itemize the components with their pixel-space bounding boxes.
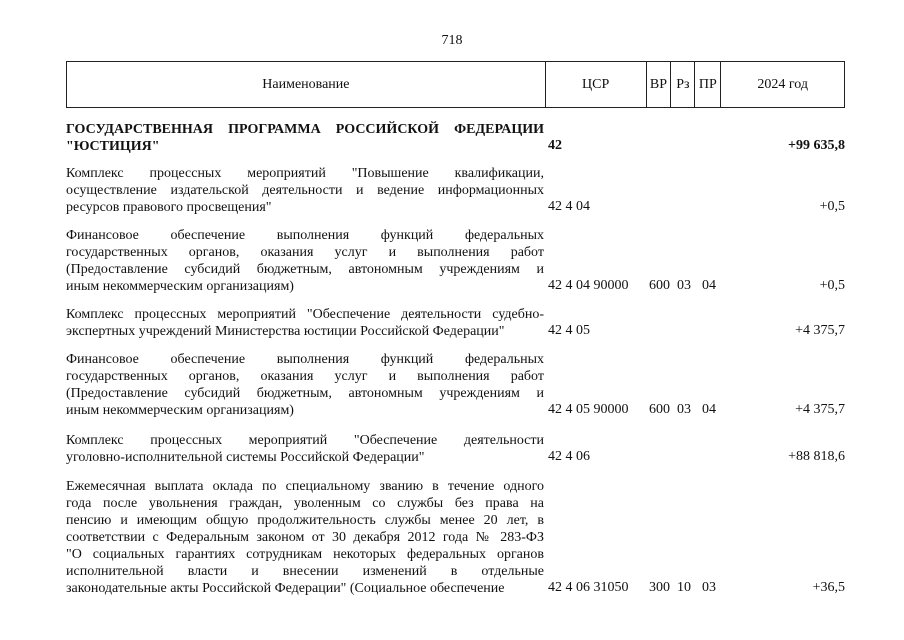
- row-name-line: иным некоммерческим организациям): [66, 279, 294, 294]
- row-name: [66, 351, 544, 419]
- row-name-line: пенсию и имеющим общую продолжительность службы менее 20 лет, в: [66, 513, 544, 528]
- row-pr: 04: [702, 278, 716, 293]
- table-header: [66, 61, 845, 108]
- row-amount: +36,5: [812, 580, 845, 595]
- row-csr: 42 4 05 90000: [548, 402, 629, 417]
- row-name-line: ГОСУДАРСТВЕННАЯ ПРОГРАММА РОССИЙСКОЙ ФЕДЕРАЦИИ: [66, 122, 544, 137]
- row-name-line: (Предоставление субсидий бюджетным, автономным учреждениям и: [66, 262, 544, 277]
- row-name: [66, 306, 544, 340]
- row-name-line: Финансовое обеспечение выполнения функций федеральных: [66, 228, 544, 243]
- row-name-line: "ЮСТИЦИЯ": [66, 139, 160, 154]
- row-name: [66, 165, 544, 216]
- row-amount: +4 375,7: [795, 402, 845, 417]
- row-name-line: иным некоммерческим организациям): [66, 403, 294, 418]
- header-vr: ВР: [647, 62, 672, 107]
- row-vr: 300: [649, 580, 670, 595]
- header-name: Наименование: [67, 62, 546, 107]
- row-amount: +0,5: [819, 199, 845, 214]
- row-csr: 42 4 04 90000: [548, 278, 629, 293]
- table-row: [66, 165, 845, 216]
- header-year: 2024 год: [757, 76, 808, 92]
- row-name-line: (Предоставление субсидий бюджетным, автономным учреждениям и: [66, 386, 544, 401]
- row-vr: 600: [649, 402, 670, 417]
- row-name-line: Комплекс процессных мероприятий "Обеспечение деятельности судебно-: [66, 307, 544, 322]
- table-row: [66, 432, 845, 466]
- table-row: [66, 227, 845, 295]
- row-name-line: Комплекс процессных мероприятий "Обеспечение деятельности: [66, 433, 544, 448]
- row-name-line: года после увольнения граждан, уволенным со службы без права на: [66, 496, 544, 511]
- table-row: [66, 478, 845, 598]
- page-number: 718: [441, 33, 463, 48]
- row-pr: 04: [702, 402, 716, 417]
- row-rz: 03: [677, 402, 691, 417]
- row-pr: 03: [702, 580, 716, 595]
- row-rz: 03: [677, 278, 691, 293]
- row-name-line: уголовно-исполнительной системы Российской Федерации": [66, 450, 425, 465]
- row-name-line: исполнительной власти и внесении изменений в отдельные: [66, 564, 544, 579]
- row-name-line: соответствии с Федеральным законом от 30 декабря 2012 года № 283-ФЗ: [66, 530, 544, 545]
- row-name-line: законодательные акты Российской Федерации" (Социальное обеспечение: [66, 581, 505, 596]
- header-csr: ЦСР: [546, 62, 647, 107]
- row-name-line: Ежемесячная выплата оклада по специальному званию в течение одного: [66, 479, 544, 494]
- row-csr: 42 4 06: [548, 449, 590, 464]
- row-name-line: Финансовое обеспечение выполнения функций федеральных: [66, 352, 544, 367]
- row-csr: 42 4 06 31050: [548, 580, 629, 595]
- header-pr: ПР: [695, 62, 721, 107]
- row-amount: +0,5: [819, 278, 845, 293]
- row-amount: +4 375,7: [795, 323, 845, 338]
- row-name-line: осуществление издательской деятельности и ведение информационных: [66, 183, 544, 198]
- table-row: [66, 121, 845, 155]
- row-amount: +99 635,8: [788, 138, 845, 153]
- row-csr: 42: [548, 138, 562, 153]
- row-name-line: государственных органов, оказания услуг и выполнения работ: [66, 369, 544, 384]
- row-csr: 42 4 04: [548, 199, 590, 214]
- table-row: [66, 351, 845, 419]
- row-name-line: "О социальных гарантиях сотрудникам некоторых федеральных органов: [66, 547, 544, 562]
- row-amount: +88 818,6: [788, 449, 845, 464]
- row-csr: 42 4 05: [548, 323, 590, 338]
- row-name-line: Комплекс процессных мероприятий "Повышение квалификации,: [66, 166, 544, 181]
- row-rz: 10: [677, 580, 691, 595]
- row-name: [66, 432, 544, 466]
- row-vr: 600: [649, 278, 670, 293]
- row-name-line: государственных органов, оказания услуг и выполнения работ: [66, 245, 544, 260]
- row-name: [66, 121, 544, 155]
- row-name: [66, 227, 544, 295]
- row-name: [66, 478, 544, 597]
- table-row: [66, 306, 845, 340]
- header-rz: Рз: [671, 62, 695, 107]
- row-name-line: ресурсов правового просвещения": [66, 200, 272, 215]
- row-name-line: экспертных учреждений Министерства юстиции Российской Федерации": [66, 324, 505, 339]
